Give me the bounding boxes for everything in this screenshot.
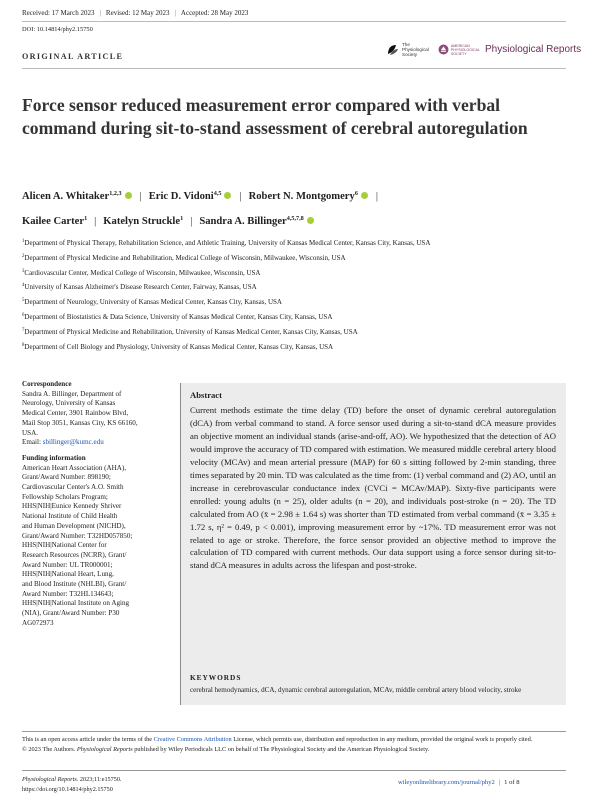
email-link[interactable]: sbillinger@kumc.edu	[42, 438, 104, 447]
creative-commons-link[interactable]: Creative Commons Attribution	[153, 736, 232, 743]
footer-doi-link[interactable]: https://doi.org/10.14814/phy2.15750	[22, 786, 113, 793]
article-title: Force sensor reduced measurement error compared with verbal command during sit-to-stand assessment of cerebral autoregulation	[22, 95, 528, 138]
affiliation: $^4$University of Kansas Alzheimer's Disease Research Center, Fairway, Kansas, USA	[22, 283, 257, 292]
publisher-logos	[386, 42, 581, 57]
physiological-society-text: The Physiological Society	[402, 42, 429, 57]
footer-citation: Physiological Reports. 2023;11:e15750. https://doi.org/10.14814/phy2.15750	[22, 776, 122, 793]
license-rule	[22, 731, 566, 732]
affiliation: $^8$Department of Cell Biology and Physiology, University of Kansas Medical Center, Kansas City, Kansas, USA	[22, 342, 334, 351]
sidebar-info	[22, 380, 172, 629]
author-separator: |	[190, 216, 193, 227]
aps-emblem-icon	[438, 44, 449, 55]
author[interactable]: Alicen A. Whitaker$^{1,2,3}$	[22, 191, 133, 202]
page-number: 1 of 8	[504, 779, 520, 786]
american-physiological-society-logo	[438, 44, 480, 56]
american-physiological-society-text: AMERICAN PHYSIOLOGICAL SOCIETY	[450, 43, 480, 56]
affiliation: $^2$Department of Physical Medicine and Rehabilitation, Medical College of Wisconsin, Milwaukee, Wisconsin, USA	[22, 253, 346, 262]
affiliation: $^6$Department of Biostatistics & Data Science, University of Kansas Medical Center, Kansas City, Kansas, USA	[22, 312, 333, 321]
revised-date: Revised: 12 May 2023	[105, 9, 170, 17]
physiological-society-logo	[386, 42, 429, 57]
license-text: This is an open access article under the terms of the Creative Commons Attribution License, which permits use, distribution and reproduction in any medium, provided the original work is properly cited.	[22, 736, 533, 743]
keywords-heading: KEYWORDS	[190, 673, 242, 682]
article-type-rule	[22, 68, 566, 69]
correspondence-address: Sandra A. Billinger, Department of Neurology, University of Kansas Medical Center, 3901 Rainbow Blvd, Mail Stop 3051, Kansas City, KS 66160, USA.	[22, 389, 138, 437]
correspondence-label: Correspondence	[22, 380, 72, 388]
author-separator: |	[94, 216, 97, 227]
affiliation: $^3$Cardiovascular Center, Medical College of Wisconsin, Milwaukee, Wisconsin, USA	[22, 268, 261, 277]
abstract-text: Current methods estimate the time delay (TD) before the onset of dynamic cerebral autoregulation (dCA) from verbal command to stand. A force sensor used during a sit-to-stand dCA measure provides an objective moment an individual stands (arise-and-off, AO). We hypothesized that the detection of AO would improve the accuracy of TD compared with estimation. We measured middle cerebral artery blood velocity (MCAv) and mean arterial pressure (MAP) for 60 s sitting followed by 2-min standing, three times separated by 20 min. TD was calculated as the time from: (1) verbal command and (2) AO, until an increase in cerebrovascular conductance index (CVCi = MCAv/MAP). Sixty-five participants were enrolled: young adults (n = 25), older adults (n = 20), and individuals post-stroke (n = 20). The TD calculated from AO (x̄ = 2.98 ± 1.64 s) was shorter than TD estimated from verbal command (x̄ = 3.35 ± 1.72 s, η² = 0.49, p < 0.001), improving measurement error by ~17%. TD measurement error was not related to age or stroke. Therefore, the force sensor provided an objective method to improve the calculation of TD compared with current methods. Our data support using a force sensor during sit-to-stand dCA measures in adults across the lifespan and post-stroke.	[190, 405, 556, 571]
affiliation-list	[22, 236, 572, 354]
author[interactable]: Katelyn Struckle$^1$	[103, 215, 184, 227]
affiliation: $^5$Department of Neurology, University of Kansas Medical Center, Kansas City, Kansas, USA	[22, 298, 282, 307]
author-separator: |	[139, 191, 142, 202]
author-list	[22, 183, 572, 233]
abstract-heading: Abstract	[190, 390, 222, 400]
affiliation: $^7$Department of Physical Medicine and Rehabilitation, University of Kansas Medical Center, Kansas City, Kansas, USA	[22, 327, 358, 336]
funding-label: Funding information	[22, 453, 86, 462]
license-notice	[22, 735, 568, 754]
footer-right	[398, 779, 520, 786]
author[interactable]: Kailee Carter$^1$	[22, 215, 88, 227]
journal-site-link[interactable]: wileyonlinelibrary.com/journal/phy2	[398, 779, 495, 786]
orcid-icon[interactable]	[224, 192, 231, 199]
author[interactable]: Eric D. Vidoni$^{4,5}$	[149, 191, 233, 202]
date-separator: |	[99, 9, 101, 17]
orcid-icon[interactable]	[307, 217, 314, 224]
article-type: ORIGINAL ARTICLE	[22, 52, 124, 61]
correspondence-email: Email: sbillinger@kumc.edu	[22, 438, 104, 447]
footer-separator: |	[498, 779, 501, 786]
accepted-date: Accepted: 28 May 2023	[180, 9, 249, 17]
footer-rule	[22, 770, 566, 771]
orcid-icon[interactable]	[125, 192, 132, 199]
received-date: Received: 17 March 2023	[22, 9, 95, 17]
funding-text: American Heart Association (AHA), Grant/Award Number: 898190; Cardiovascular Center's A.O. Smith Fellowship Scholars Program; HHS|NIH|Eunice Kennedy Shriver National Institute of Child Health and Human Development (NICHD), Grant/Award Number: T32HD057850; HHS|NIH|National Center for Research Resources (NCRR), Grant/ Award Number: UL TR000001; HHS|NIH|National Heart, Lung, and Blood Institute (NHLBI), Grant/ Award Number: T32HL134643; HHS|NIH|National Institute on Aging (NIA), Grant/Award Number: P30 AG072973	[22, 463, 133, 627]
author-separator: |	[239, 191, 242, 202]
date-separator: |	[174, 9, 176, 17]
copyright-text: © 2023 The Authors. Physiological Reports published by Wiley Periodicals LLC on behalf of The Physiological Society and the American Physiological Society.	[22, 745, 430, 753]
author[interactable]: Robert N. Montgomery$^6$	[249, 191, 369, 202]
keywords-text: cerebral hemodynamics, dCA, dynamic cerebral autoregulation, MCAv, middle cerebral artery blood velocity, stroke	[190, 686, 522, 694]
author[interactable]: Sandra A. Billinger$^{4,5,7,8}$	[199, 216, 314, 227]
doi-text: DOI: 10.14814/phy2.15750	[22, 26, 93, 33]
header-rule	[22, 21, 566, 22]
society-emblem-icon	[386, 43, 399, 56]
author-separator: |	[375, 191, 379, 202]
orcid-icon[interactable]	[361, 192, 368, 199]
article-dates	[22, 9, 248, 17]
affiliation: $^1$Department of Physical Therapy, Rehabilitation Science, and Athletic Training, University of Kansas Medical Center, Kansas City, Kansas, USA	[22, 239, 431, 247]
journal-name: Physiological Reports	[484, 44, 582, 55]
